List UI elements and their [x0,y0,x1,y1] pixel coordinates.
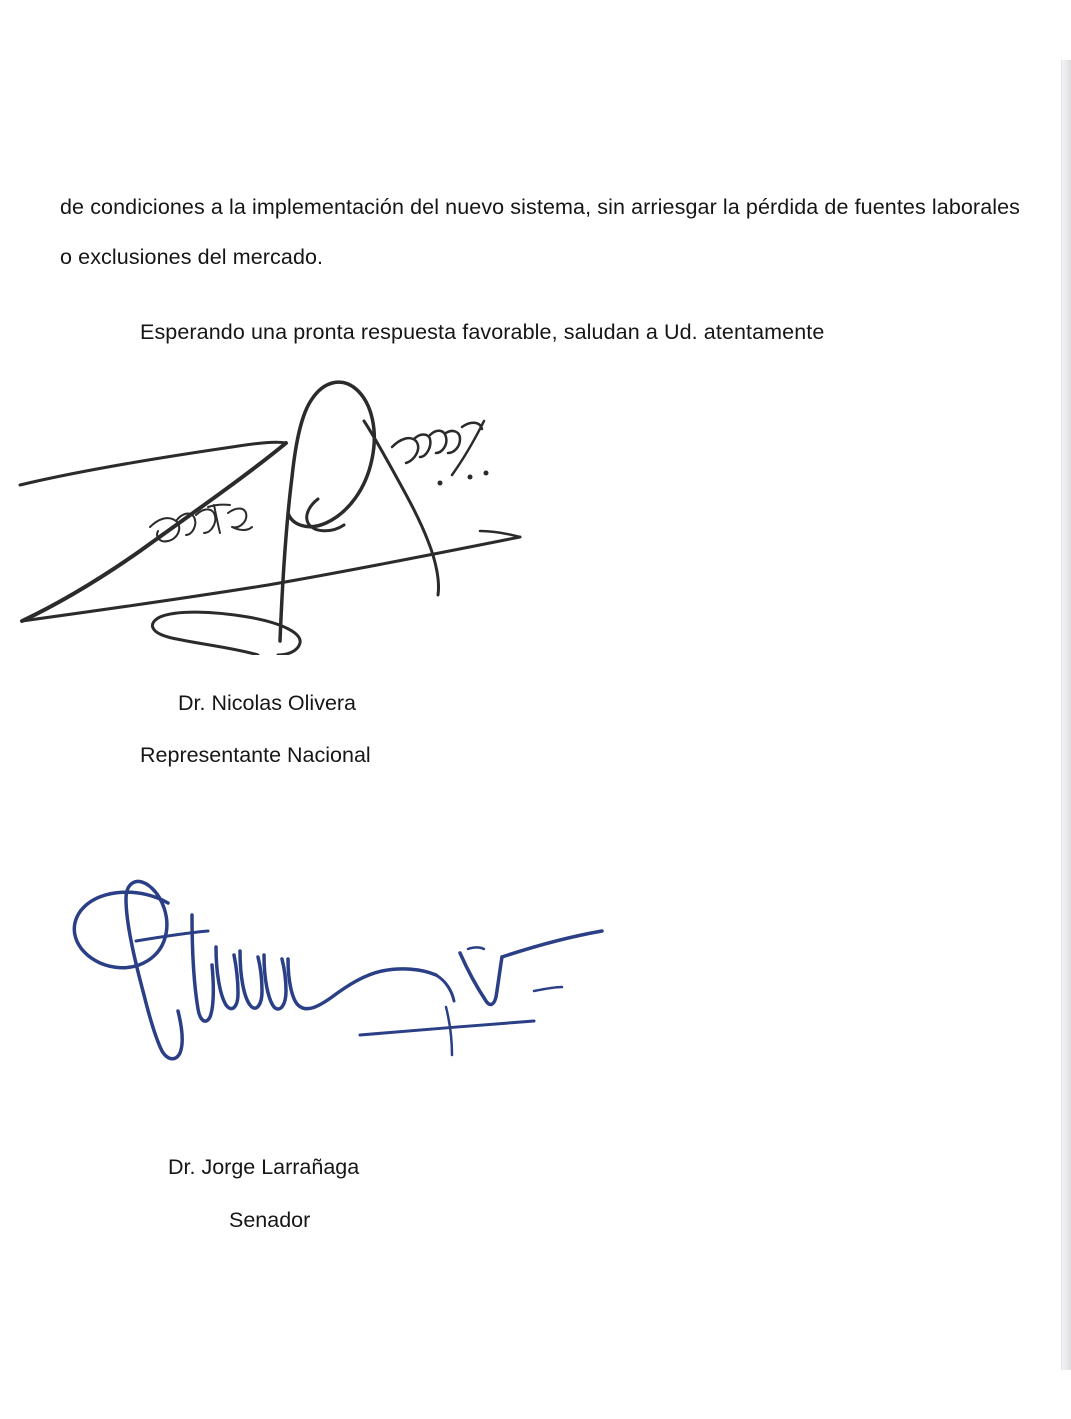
paragraph-closing-salutation: Esperando una pronta respuesta favorable, saludan a Ud. atentamente [140,319,825,344]
signature-name-larranaga: Dr. Jorge Larrañaga [168,1155,360,1179]
handwritten-signature-icon-olivera [0,355,560,655]
signature-name-olivera: Dr. Nicolas Olivera [178,691,357,715]
signature-title-larranaga: Senador [229,1208,311,1232]
signature-title-olivera: Representante Nacional [140,743,371,767]
paragraph-closing-conditions: de condiciones a la implementación del nuevo sistema, sin arriesgar la pérdida de fuentes laborales o exclusiones del mercado. [60,194,1021,269]
handwritten-signature-icon-larranaga [40,855,640,1085]
page-scan-edge [1061,60,1071,1370]
